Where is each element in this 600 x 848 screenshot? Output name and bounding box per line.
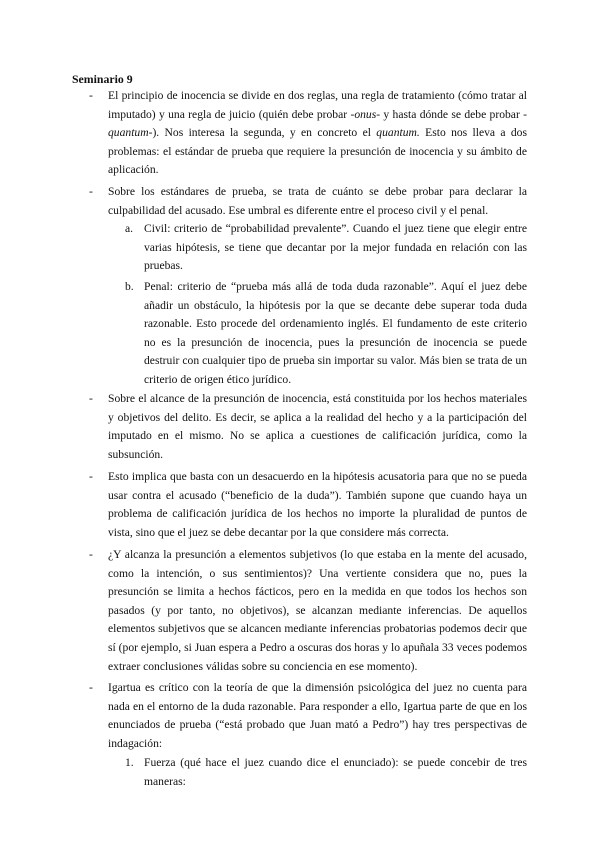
paragraph: Fuerza (qué hace el juez cuando dice el enunciado): se puede concebir de tres maneras: <box>144 756 527 788</box>
list-item <box>72 546 527 676</box>
list-item <box>72 390 527 464</box>
bullet-dash: - <box>89 185 93 198</box>
italic-term: quantum. <box>376 126 420 140</box>
paragraph: Sobre el alcance de la presunción de inocencia, está constituida por los hechos materiales y objetivos del delito. Es decir, se aplica a la realidad del hecho y a la participación del imputado en el mismo. No se aplica a cuestiones de calificación jurídica, como la subsunción. <box>108 392 527 461</box>
sub-list-item <box>108 220 527 276</box>
paragraph: Penal: criterio de “prueba más allá de toda duda razonable”. Aquí el juez debe añadir un obstáculo, la hipótesis por la que se decante debe superar toda duda razonable. Esto procede del ordenamiento inglés. El fundamento de este criterio no es la presunción de inocencia, pues la presunción de inocencia se puede destruir con cualquier tipo de prueba sin importar su valor. Más bien se trata de un criterio de origen ético jurídico. <box>144 280 527 386</box>
text-segment: - y hasta dónde se debe probar - <box>376 107 528 121</box>
paragraph: ¿Y alcanza la presunción a elementos subjetivos (lo que estaba en la mente del acusado, como la intención, o sus sentimientos)? Una vertiente considera que no, pues la presunción se limita a hechos fácticos, pero en la medida en que todos los hechos son pasados (y por tanto, no objetivos), se alcanzan mediante inferencias. De aquellos elementos subjetivos que se alcancen mediante inferencias probatorias podemos decir que sí (por ejemplo, si Juan espera a Pedro a oscuras dos horas y lo apuñala 33 veces podemos extraer conclusiones válidas sobre su conciencia en ese momento). <box>108 548 527 673</box>
list-item <box>72 679 527 753</box>
paragraph: Esto implica que basta con un desacuerdo en la hipótesis acusatoria para que no se pueda usar contra el acusado (“beneficio de la duda”). También supone que cuando haya un problema de calificación jurídica de los hechos no importe la pluralidad de puntos de vista, sino que el juez se debe decantar por la que considere más correcta. <box>108 470 527 539</box>
text-segment: -). Nos interesa la segunda, y en concreto el <box>148 126 377 140</box>
list-item <box>72 87 527 180</box>
list-item <box>72 468 527 542</box>
sub-list-item <box>108 278 527 390</box>
text-segment: Esto nos lleva a dos problemas: el estándar de prueba que requiere la presunción de inocencia y su ámbito de aplicación. <box>108 126 527 177</box>
page-title: Seminario 9 <box>72 72 133 86</box>
paragraph: Sobre los estándares de prueba, se trata de cuánto se debe probar para declarar la culpabilidad del acusado. Ese umbral es diferente entre el proceso civil y el penal. <box>108 185 527 217</box>
paragraph: Civil: criterio de “probabilidad prevalente”. Cuando el juez tiene que elegir entre varias hipótesis, se tiene que decantar por la mejor fundada en relación con las pruebas. <box>144 222 527 273</box>
bullet-dash: - <box>89 470 93 483</box>
paragraph: Igartua es crítico con la teoría de que la dimensión psicológica del juez no cuenta para nada en el entorno de la duda razonable. Para responder a ello, Igartua parte de que en los enunciados de prueba (“está probado que Juan mató a Pedro”) hay tres perspectivas de indagación: <box>108 681 527 750</box>
text-segment: El principio de inocencia se divide en dos reglas, una regla de tratamiento (cómo tratar al imputado) y una regla de juicio (quién debe probar - <box>108 89 527 121</box>
sub-list-item <box>108 754 527 791</box>
bullet-dash: - <box>89 548 93 561</box>
italic-term: quantum <box>108 126 149 140</box>
italic-term: onus <box>354 107 377 121</box>
paragraph <box>108 87 527 180</box>
list-marker: b. <box>125 280 134 293</box>
list-item <box>72 183 527 220</box>
list-marker: a. <box>125 222 134 235</box>
bullet-dash: - <box>89 392 93 405</box>
bullet-dash: - <box>89 89 93 102</box>
list-marker: 1. <box>125 756 134 769</box>
bullet-dash: - <box>89 681 93 694</box>
